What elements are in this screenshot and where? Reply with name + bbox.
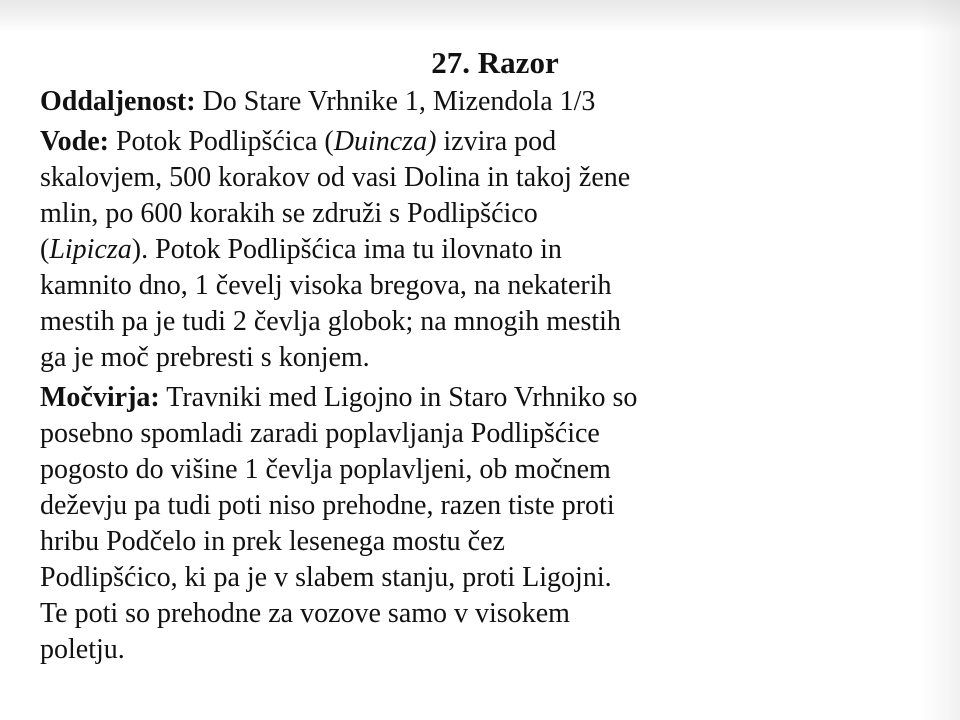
vode-label: Vode:: [40, 126, 109, 157]
text-line: ga je moč prebresti s konjem.: [40, 342, 370, 373]
text-line: hribu Podčelo in prek lesenega mostu čez: [40, 526, 505, 557]
oddaljenost-label: Oddaljenost:: [40, 86, 196, 117]
vode-line1-italic: Duincza): [333, 126, 437, 157]
vode-line1-part-b: izvira pod: [436, 126, 557, 157]
text-line: poletju.: [40, 634, 125, 665]
vode-line4-part-a: (: [40, 234, 50, 265]
text-line: mlin, po 600 korakih se združi s Podlipšćico: [40, 198, 538, 229]
text-line: mestih pa je tudi 2 čevlja globok; na mnogih mestih: [40, 306, 621, 337]
vode-line1-part-a: Potok Podlipšćica (: [108, 126, 334, 157]
document-page: [40, 44, 930, 672]
text-line: posebno spomladi zaradi poplavljanja Podlipšćice: [40, 418, 600, 449]
text-line: pogosto do višine 1 čevlja poplavljeni, ob močnem: [40, 454, 611, 485]
vode-line4-part-b: ). Potok Podlipšćica ima tu ilovnato in: [131, 234, 562, 265]
text-line: kamnito dno, 1 čevelj visoka bregova, na nekaterih: [40, 270, 612, 301]
vode-line4-italic: Lipicza: [49, 234, 132, 265]
mocvirja-line1: Travniki med Ligojno in Staro Vrhniko so: [159, 382, 638, 413]
text-line: [40, 124, 930, 160]
text-line: [40, 84, 930, 120]
text-line: Podlipšćico, ki pa je v slabem stanju, proti Ligojni.: [40, 562, 612, 593]
text-line: Te poti so prehodne za vozove samo v visokem: [40, 598, 570, 629]
paragraph-oddaljenost: [40, 84, 930, 120]
paragraph-mocvirja: [40, 380, 930, 668]
oddaljenost-text: Do Stare Vrhnike 1, Mizendola 1/3: [195, 86, 596, 117]
paragraph-vode: [40, 124, 930, 376]
text-line: skalovjem, 500 korakov od vasi Dolina in takoj žene: [40, 162, 631, 193]
text-line: deževju pa tudi poti niso prehodne, razen tiste proti: [40, 490, 615, 521]
text-line: [40, 380, 930, 416]
text-line: [40, 232, 930, 268]
page-shadow-top: [0, 0, 960, 32]
entry-title: 27. Razor: [431, 45, 559, 80]
mocvirja-label: Močvirja:: [40, 382, 160, 413]
